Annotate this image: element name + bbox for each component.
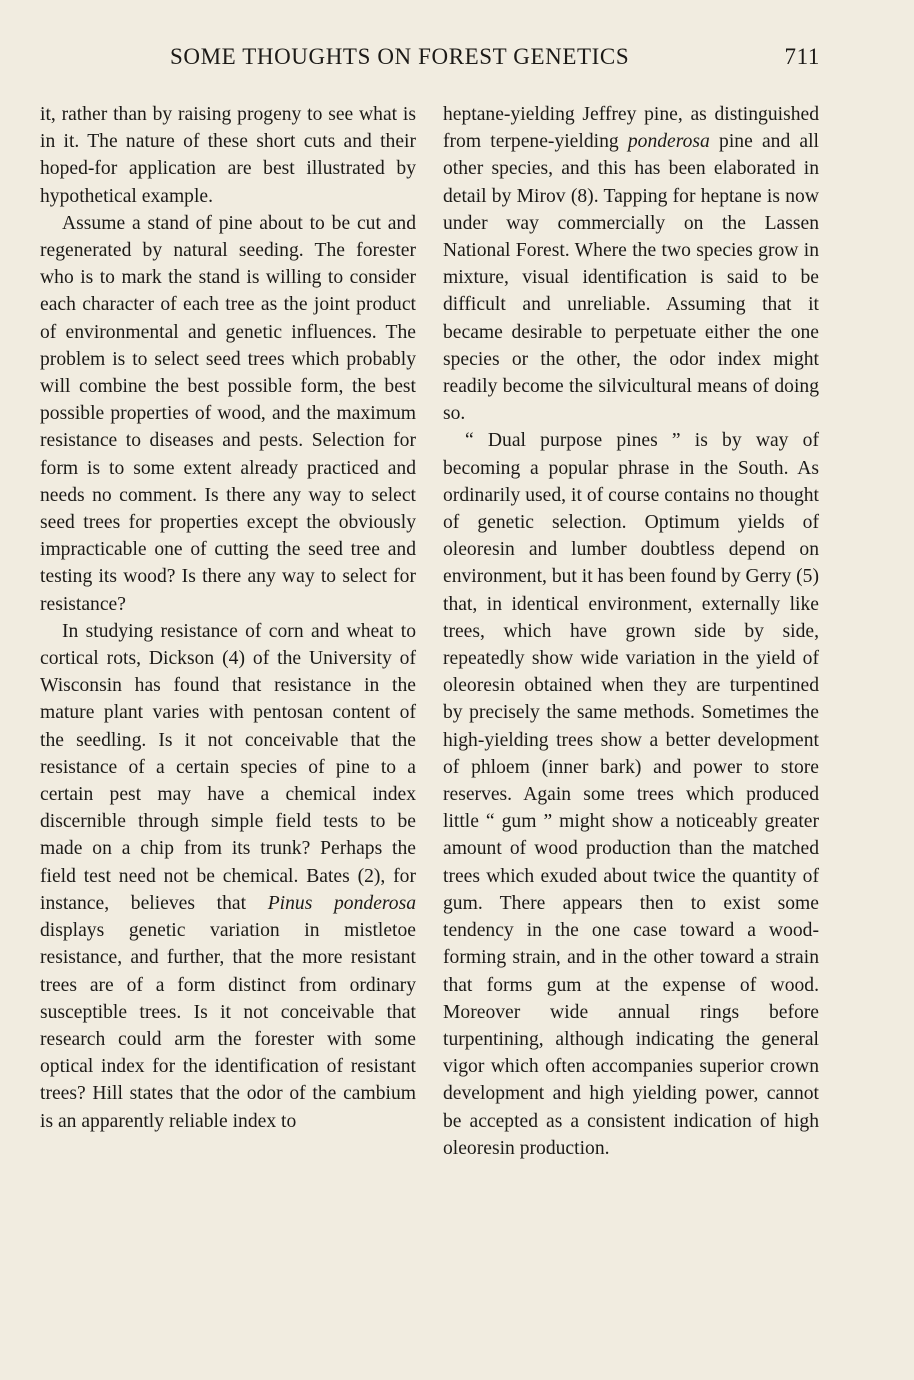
text-run: pine and all other species, and this has been elaborated in detail by Mirov (8). Tapping for heptane is now under way commercially on the Lassen National Forest. Where the two species grow in mixture, visual identification is said to be difficult and unreliable. Assuming that it became desirable to perpetuate either the one species or the other, the odor index might readily become the silvicultural means of doing so. — [443, 131, 819, 425]
italic-species-name: ponderosa — [627, 131, 710, 153]
text-run: heptane-yielding Jeffrey pine, as distinguished from terpene-yielding — [443, 104, 819, 153]
text-run: In studying resistance of corn and wheat to cortical rots, Dickson (4) of the University of Wisconsin has found that resistance in the mature plant varies with pentosan content of the seedling. Is it not conceivable that the resistance of a certain species of pine to a certain pest may have a chemical index discernible through simple field tests to be made on a chip from its trunk? Perhaps the field test need not be chemical. Bates (2), for instance, believes that — [40, 620, 416, 914]
paragraph — [40, 618, 416, 1135]
left-column — [40, 101, 416, 1135]
running-title: SOME THOUGHTS ON FOREST GENETICS — [170, 44, 630, 69]
paragraph: it, rather than by raising progeny to see what is in it. The nature of these short cuts and their hoped-for application are best illustrated by hypothetical example. — [40, 104, 416, 207]
paragraph: Assume a stand of pine about to be cut and regenerated by natural seeding. The forester who is to mark the stand is willing to consider each character of each tree as the joint product of environmental and genetic influences. The problem is to select seed trees which probably will combine the best possible form, the best possible properties of wood, and the maximum resistance to diseases and pests. Selection for form is to some extent already practiced and needs no comment. Is there any way to select seed trees for properties except the obviously impracticable one of cutting the seed tree and testing its wood? Is there any way to select for resistance? — [40, 212, 416, 615]
paragraph — [443, 101, 819, 427]
text-run: displays genetic variation in mistletoe resistance, and further, that the more resistant trees are of a form distinct from ordinary susceptible trees. Is it not conceivable that research could arm the forester with some optical index for the identification of resistant trees? Hill states that the odor of the cambium is an apparently reliable index to — [40, 920, 416, 1132]
page-number: 711 — [784, 44, 820, 69]
page-header — [40, 44, 820, 78]
italic-species-name: Pinus ponderosa — [267, 892, 417, 914]
right-column — [443, 101, 819, 1162]
paragraph: “ Dual purpose pines ” is by way of becoming a popular phrase in the South. As ordinarily used, it of course contains no thought of genetic selection. Optimum yields of oleoresin and lumber doubtless depend on environment, but it has been found by Gerry (5) that, in identical environment, externally like trees, which have grown side by side, repeatedly show wide variation in the yield of oleoresin obtained when they are turpentined by precisely the same methods. Sometimes the high-yielding trees show a better development of phloem (inner bark) and power to store reserves. Again some trees which produced little “ gum ” might show a noticeably greater amount of wood production than the matched trees which exuded about twice the quantity of gum. There appears then to exist some tendency in the one case toward a wood-forming strain, and in the other toward a strain that forms gum at the expense of wood. Moreover wide annual rings before turpentining, although indicating the general vigor which often accompanies superior crown development and high yielding power, cannot be accepted as a consistent indication of high oleoresin production. — [443, 430, 819, 1159]
